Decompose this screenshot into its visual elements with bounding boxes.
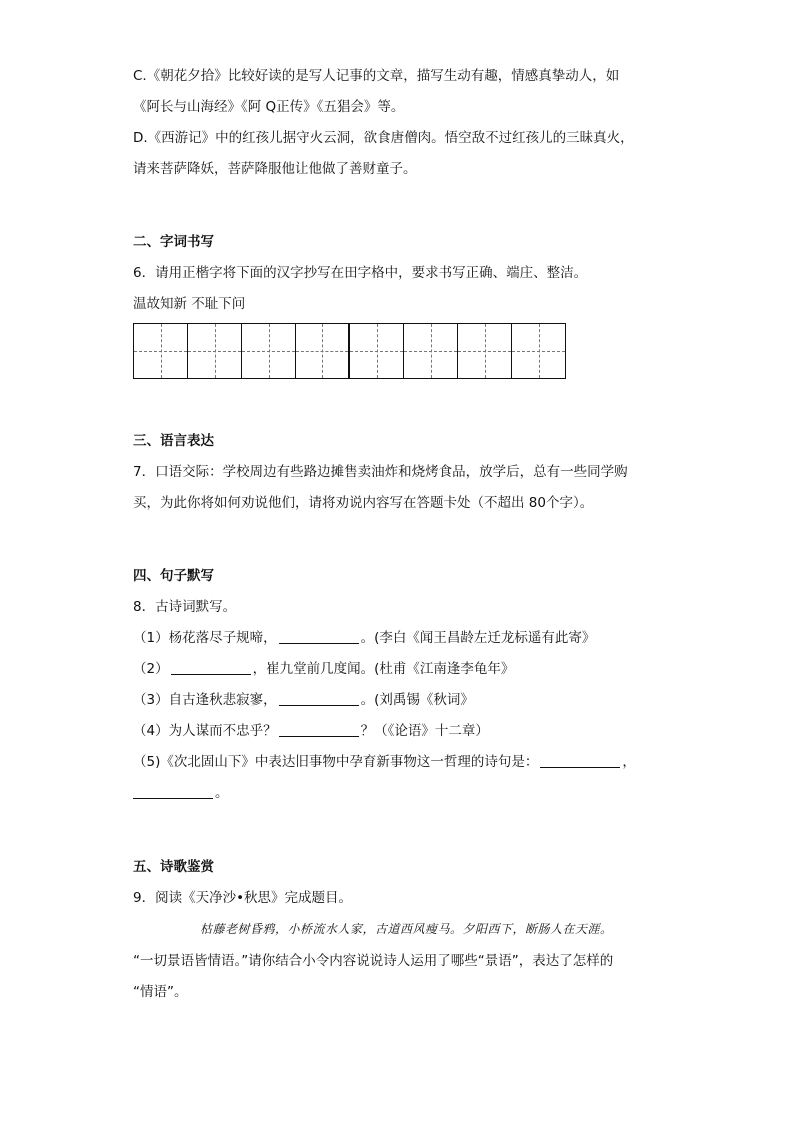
answer-blank[interactable] xyxy=(279,691,359,706)
item5-period: 。 xyxy=(215,785,229,801)
copy-text: 温故知新 不耻下问 xyxy=(133,296,246,312)
recitation-item-2 xyxy=(133,659,514,679)
section5-heading: 五、诗歌鉴赏 xyxy=(133,859,214,875)
grid-cell[interactable] xyxy=(458,324,512,378)
question-8: 8．古诗词默写。 xyxy=(133,599,237,615)
tianzige-grid[interactable] xyxy=(133,323,566,379)
option-d-line1: D.《西游记》中的红孩儿据守火云洞，欲食唐僧肉。悟空敌不过红孩儿的三昧真火， xyxy=(133,130,634,146)
answer-blank[interactable] xyxy=(540,753,620,768)
grid-cell[interactable] xyxy=(188,324,242,378)
option-c-line1: C.《朝花夕拾》比较好读的是写人记事的文章，描写生动有趣，情感真挚动人，如 xyxy=(133,68,620,84)
grid-cell[interactable] xyxy=(296,324,350,378)
answer-blank[interactable] xyxy=(279,629,359,644)
item2-source: ，崔九堂前几度闻。(杜甫《江南逢李龟年》 xyxy=(252,661,515,677)
answer-blank[interactable] xyxy=(279,722,359,737)
item4-prompt: （4）为人谋而不忠乎？ xyxy=(133,723,277,739)
item5-prompt: （5)《次北固山下》中表达旧事物中孕育新事物这一哲理的诗句是： xyxy=(133,754,539,770)
grid-cell[interactable] xyxy=(404,324,458,378)
question-9: 9．阅读《天净沙•秋思》完成题目。 xyxy=(133,890,353,906)
recitation-item-5-line2 xyxy=(133,783,229,803)
recitation-item-1 xyxy=(133,628,595,648)
question-9-line1: “一切景语皆情语。”请你结合小令内容说说诗人运用了哪些“景语”，表达了怎样的 xyxy=(133,953,614,969)
grid-cell[interactable] xyxy=(134,324,188,378)
option-c-line2: 《阿长与山海经》《阿 Q正传》《五猖会》等。 xyxy=(133,99,405,115)
item5-comma: ， xyxy=(622,754,636,770)
item4-source: ？（《论语》十二章） xyxy=(360,723,489,739)
section4-heading: 四、句子默写 xyxy=(133,568,214,584)
grid-cell[interactable] xyxy=(350,324,404,378)
grid-cell[interactable] xyxy=(512,324,566,378)
question-6: 6．请用正楷字将下面的汉字抄写在田字格中，要求书写正确、端庄、整洁。 xyxy=(133,265,588,281)
item1-prompt: （1）杨花落尽子规啼， xyxy=(133,630,277,646)
item2-number: （2） xyxy=(133,661,169,677)
recitation-item-5 xyxy=(133,752,636,772)
item3-source: 。(刘禹锡《秋词》 xyxy=(360,692,474,708)
answer-blank[interactable] xyxy=(133,784,213,799)
recitation-item-4 xyxy=(133,721,489,741)
item3-prompt: （3）自古逢秋悲寂寥， xyxy=(133,692,277,708)
recitation-item-3 xyxy=(133,690,474,710)
section3-heading: 三、语言表达 xyxy=(133,433,214,449)
question-7-line1: 7．口语交际：学校周边有些路边摊售卖油炸和烧烤食品，放学后，总有一些同学购 xyxy=(133,464,628,480)
option-d-line2: 请来菩萨降妖，菩萨降服他让他做了善财童子。 xyxy=(133,161,417,177)
grid-cell[interactable] xyxy=(242,324,296,378)
item1-source: 。(李白《闻王昌龄左迁龙标遥有此寄》 xyxy=(360,630,596,646)
question-7-line2: 买，为此你将如何劝说他们，请将劝说内容写在答题卡处（不超出 80个字）。 xyxy=(133,495,594,511)
answer-blank[interactable] xyxy=(171,660,251,675)
question-9-line2: “情语”。 xyxy=(133,984,188,1000)
poem-text: 枯藤老树昏鸦，小桥流水人家，古道西风瘦马。夕阳西下，断肠人在天涯。 xyxy=(200,922,613,936)
section2-heading: 二、字词书写 xyxy=(133,234,214,250)
